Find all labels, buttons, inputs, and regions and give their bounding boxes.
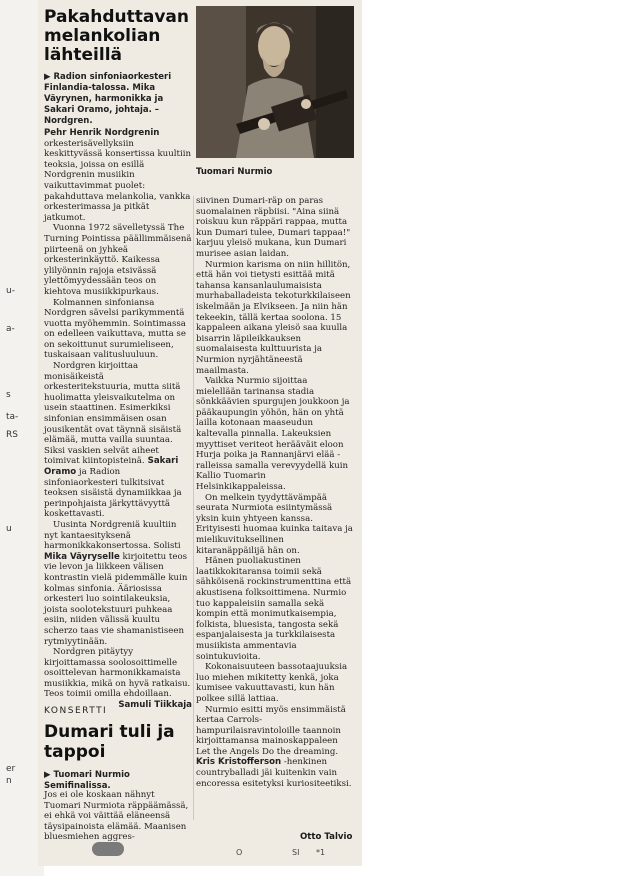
edge-fragment: n [6,776,12,786]
paragraph: Pehr Henrik Nordgrenin orkesterisävellyksiin keskittyvässä konsertissa kuultiin teoksia, joissa on esillä Nordgrenin musiikin vaikuttavimmat puolet: pakahduttava melankolia, vankka orkesterimassa ja pitkät jatkumot. [44,128,191,223]
article1-body [44,128,192,711]
photo-caption: Tuomari Nurmio [196,167,273,177]
scan-smudge [92,842,124,856]
paragraph: Uusinta Nordgreniä kuultiin nyt kantaesityksenä harmonikkakonsertossa. Solisti Mika Väyryselle kirjoitettu teos vie levon ja liikkeen välisen kontrastin vielä pidemmälle kuin kolmas sinfonia. Ääriosissa orkesteri luo sointilakeuksia, joista soolotekstuuri puhkeaa esiin, niiden välissä kuultu scherzo taas vie shamanistiseen rytmiyytinään. [44,519,188,647]
paragraph: siivinen Dumari-räp on paras suomalainen räpbiisi. "Aina siinä roiskuu kun räppäri rappaa, mutta kun Dumari tulee, Dumari tappaa!" karjuu yleisö mukana, kun Dumari murisee asian laidan. [196,196,351,259]
paragraph: On melkein tyydyttävämpää seurata Nurmiota esiintymässä yksin kuin yhtyeen kanssa. Erityisesti huomaa kuinka taitava ja mielikuvituksellinen kitaranäppäilijä hän on. [196,492,353,556]
edge-fragment: s [6,390,11,400]
edge-fragment: RS [6,430,18,440]
article1-lede: ▶ Radion sinfoniaorkesteri Finlandia-talossa. Mika Väyrynen, harmonikka ja Sakari Oramo, johtaja. – Nordgren. [44,72,172,126]
tuomari-nurmio-photo [196,6,354,158]
article1-signature: Samuli Tiikkaja [118,700,192,711]
article2-signature: Otto Talvio [300,832,353,842]
paragraph: Nurmion karisma on niin hillitön, että hän voi tietysti esittää mitä tahansa kansanlaulumaisista murhaballadeista tekoturkkilaiseen iskelmään ja Elvikseen. Ja niin hän tekeekin, tällä kertaa soolona. 15 kappaleen aikana yleisö saa kuulla bisarrin läpileikkauksen suomalaisesta kulttuurista ja Nurmion nyrjähtäneestä maailmasta. [196,259,351,376]
footer-mark: O [236,848,243,857]
edge-fragment: u [6,524,12,534]
edge-fragment: u- [6,286,15,296]
paragraph: Vaikka Nurmio sijoittaa mielellään tarinansa stadia sönkkäävien spurgujen joukkoon ja pääkaupungin yöhön, hän on yhtä lailla kotonaan maaseudun kaltevalla pinnalla. Lakeuksien myyttiset veriteot herääväit eloon Hurja poika ja Rannanjärvi elää -ralleissa samalla verevyydellä kuin Kallio Tuomarin Helsinkikappaleissa. [196,376,350,493]
article2-kicker: KONSERTTI [44,706,108,716]
paragraph: Nurmio esitti myös ensimmäistä kertaa Carrols-hampurilaisravintoloille taannoin kirjoittamansa mainoskappaleen Let the Angels Do the dreaming. Kris Kristofferson -henkinen countryballadi jäi kuitenkin vain encoressa esitetyksi kuriositeetiksi. [196,704,352,789]
article2-headline: Dumari tuli ja tappoi [44,722,175,762]
edge-fragment: a- [6,324,15,334]
edge-fragment: ta- [6,412,19,422]
article2-lede: ▶ Tuomari Nurmio Semifinalissa. [44,770,130,791]
paragraph: Kokonaisuuteen bassotaajuuksia luo miehen mikitetty kenkä, joka kumisee vakuuttavasti, kun hän polkee sillä lattiaa. [196,662,348,704]
article2-body [44,790,192,843]
footer-mark: SI [292,848,300,857]
article2-body-continued [196,196,354,789]
footer-mark: *1 [316,848,326,857]
paragraph: Nordgren kirjoittaa monisäikeistä orkesteritekstuuria, mutta siitä huolimatta yleisvaikutelma on usein staattinen. Esimerkiksi sinfonian ensimmäisen osan jousikentät ovat täynnä sisäistä elämää, mutta vailla suuntaa. Siksi vaskien selvät aiheet toimivat kiintopisteinä. Sakari Oramo ja Radion sinfoniaorkesteri tulkitsivat teoksen sisäistä dynamiikkaa ja perinpohjaista järkyttävyyttä koskettavasti. [44,361,182,520]
paragraph: Vuonna 1972 sävelletyssä The Turning Pointissa päällimmäisenä piirteenä on jyhkeä orkesterinkäyttö. Kaikessa ylilyönnin rajoja etsivässä ylettömyydessään teos on kiehtova musiikkipurkaus. [44,223,192,297]
paragraph: Kolmannen sinfoniansa Nordgren sävelsi parikymmentä vuotta myöhemmin. Sointimassa on edelleen vaikuttava, mutta se on sekoittunut surumieliseen, tuskaisaan valitusluuluun. [44,297,186,361]
paragraph: Jos ei ole koskaan nähnyt Tuomari Nurmiota räppäämässä, ei ehkä voi väittää eläneensä täysipainoista elämää. Maanisen bluesmiehen aggres- [44,790,189,843]
paragraph: Hänen puoliakustinen laatikkokitaransa toimii sekä sähköisenä rockinstrumenttina että akustisena folksoittimena. Nurmio tuo kappaleisiin samalla sekä kompin että monimutkaisempia, folkista, bluesista, tangosta sekä espanjalaisesta ja turkkilaisesta musiikista ammentavia sointukuvioita. [196,556,352,662]
guitarist-image-icon [196,6,354,158]
paragraph: Nordgren pitäytyy kirjoittamassa soolosoittimelle osoittelevan harmonikkamaista musiikkia, mikä on hyvä ratkaisu. Teos toimii omilla ehdoillaan. [44,647,191,700]
edge-fragment: er [6,764,16,774]
article1-headline: Pakahduttavan melankolian lähteillä [44,7,190,65]
